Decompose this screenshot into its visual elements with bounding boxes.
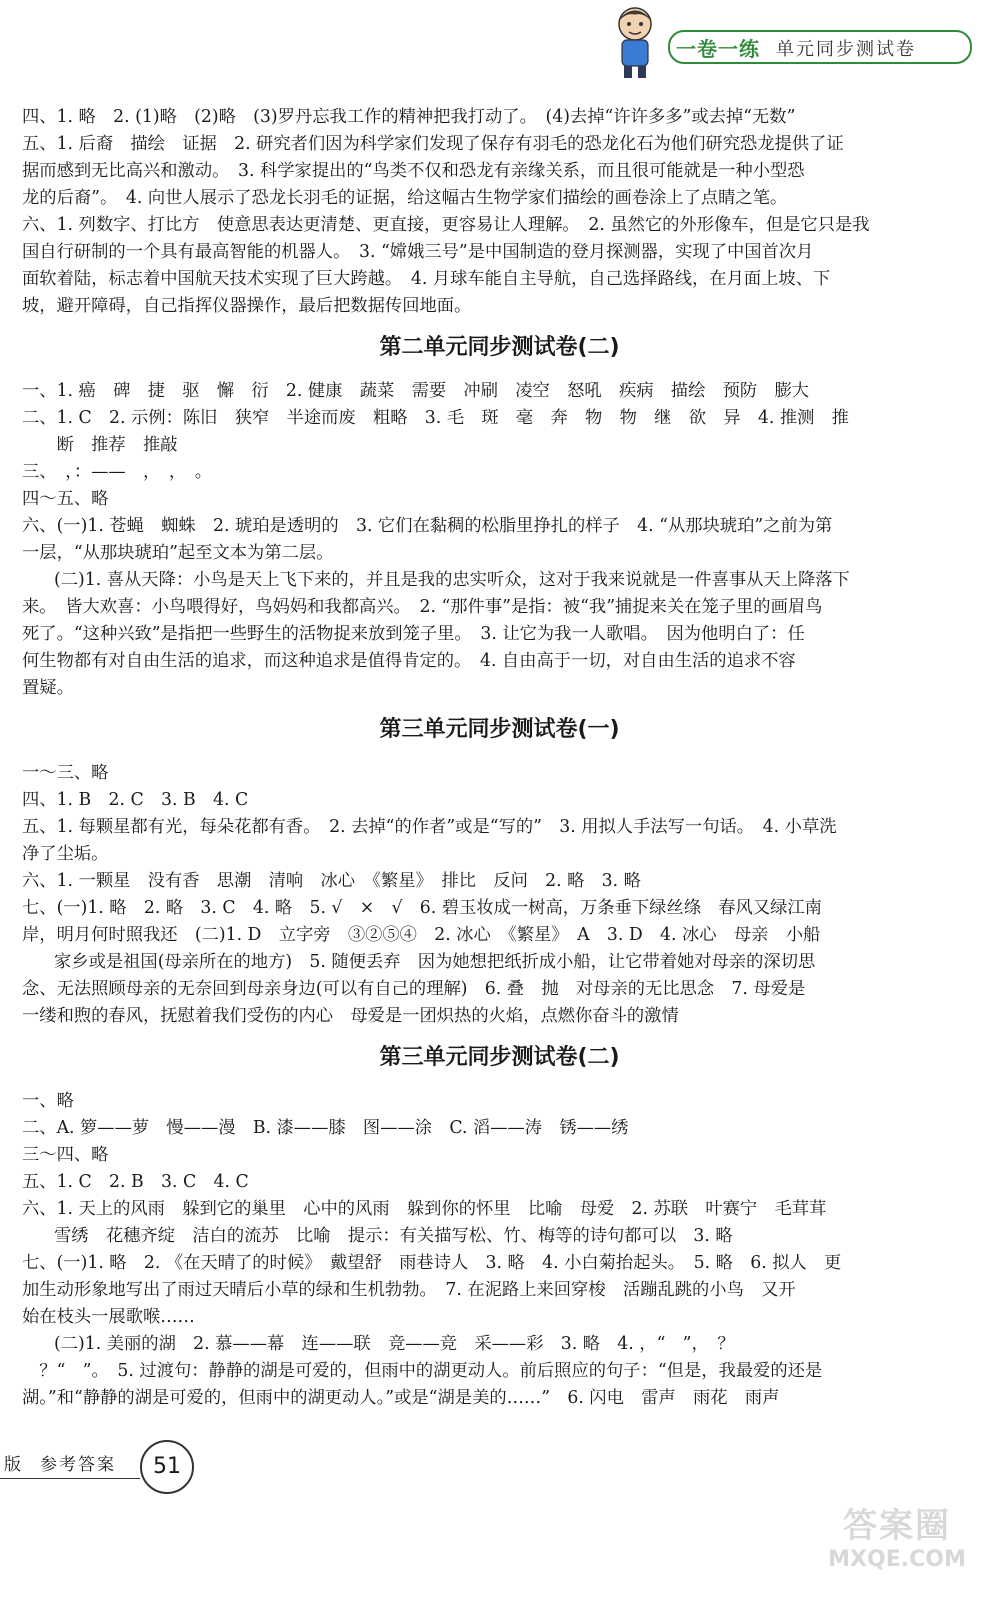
- answer-line: ？“ ”。 5. 过渡句：静静的湖是可爱的，但雨中的湖更动人。前后照应的句子：“但是，我最爱的还是: [22, 1361, 823, 1381]
- answer-line: 六、1. 天上的风雨 躲到它的巢里 心中的风雨 躲到你的怀里 比喻 母爱 2. 苏联 叶赛宁 毛茸茸: [22, 1199, 827, 1219]
- answer-line: 净了尘垢。: [22, 844, 109, 864]
- answer-line: 四、1. 略 2. (1)略 (2)略 (3)罗丹忘我工作的精神把我打动了。 (4)去掉“许许多多”或去掉“无数”: [22, 107, 796, 127]
- answer-line: 国自行研制的一个具有最高智能的机器人。 3. “嫦娥三号”是中国制造的登月探测器，实现了中国首次月: [22, 242, 814, 262]
- answer-line: 雪绣 花穗齐绽 洁白的流苏 比喻 提示：有关描写松、竹、梅等的诗句都可以 3. 略: [54, 1226, 733, 1246]
- series-title: 一卷一练: [676, 37, 760, 61]
- answer-line: 七、(一)1. 略 2. 略 3. C 4. 略 5. √ × √ 6. 碧玉妆成一树高，万条垂下绿丝绦 春风又绿江南: [22, 898, 822, 918]
- answer-line: 断 推荐 推敲: [22, 435, 178, 455]
- answer-line: 一缕和煦的春风，抚慰着我们受伤的内心 母爱是一团炽热的火焰，点燃你奋斗的激情: [22, 1006, 679, 1026]
- watermark-logo: [822, 1506, 972, 1586]
- answer-line: (二)1. 美丽的湖 2. 慕——幕 连——联 竞——竞 采——彩 3. 略 4. ，“ ”， ？: [54, 1334, 735, 1354]
- answer-line: 岸，明月何时照我还 (二)1. D 立字旁 ③②⑤④ 2. 冰心 《繁星》 A 3. D 4. 冰心 母亲 小船: [22, 925, 821, 945]
- answer-line: 一～三、略: [22, 763, 109, 783]
- answer-line: 二、A. 箩——萝 慢——漫 B. 漆——膝 图——涂 C. 滔——涛 锈——绣: [22, 1118, 629, 1138]
- answer-line: 二、1. C 2. 示例：陈旧 狭窄 半途而废 粗略 3. 毛 斑 毫 奔 物 物 继 欲 异 4. 推测 推: [22, 408, 849, 428]
- answer-line: 湖。”和“静静的湖是可爱的，但雨中的湖更动人。”或是“湖是美的……” 6. 闪电 雷声 雨花 雨声: [22, 1388, 780, 1408]
- footer-rule: [0, 1478, 140, 1479]
- answer-line: 死了。“这种兴致”是指把一些野生的活物捉来放到笼子里。 3. 让它为我一人歌唱。 因为他明白了：任: [22, 624, 805, 644]
- answer-line: 三～四、略: [22, 1145, 109, 1165]
- answer-line: (二)1. 喜从天降：小鸟是天上飞下来的，并且是我的忠实听众，这对于我来说就是一件喜事从天上降落下: [54, 570, 850, 590]
- answer-line: 四～五、略: [22, 489, 109, 509]
- answer-line: 念、无法照顾母亲的无奈回到母亲身边(可以有自己的理解) 6. 叠 抛 对母亲的无比思念 7. 母爱是: [22, 979, 806, 999]
- answer-line: 加生动形象地写出了雨过天晴后小草的绿和生机勃勃。 7. 在泥路上来回穿梭 活蹦乱跳的小鸟 又开: [22, 1280, 796, 1300]
- watermark-url: MXQE.COM: [828, 1547, 966, 1572]
- answer-line: 据而感到无比高兴和激动。 3. 科学家提出的“鸟类不仅和恐龙有亲缘关系，而且很可能就是一种小型恐: [22, 161, 805, 181]
- answer-line: 三、 ，：—— ， ， 。: [22, 462, 213, 482]
- answer-line: 五、1. C 2. B 3. C 4. C: [22, 1172, 249, 1192]
- header-subtitle: 单元同步测试卷: [776, 39, 916, 60]
- answer-line: 四、1. B 2. C 3. B 4. C: [22, 790, 249, 810]
- answer-line: 一层，“从那块琥珀”起至文本为第二层。: [22, 543, 334, 563]
- page-footer: [0, 1430, 260, 1510]
- cartoon-boy-icon: [600, 2, 670, 82]
- answer-line: 何生物都有对自由生活的追求，而这种追求是值得肯定的。 4. 自由高于一切，对自由生活的追求不容: [22, 651, 796, 671]
- answer-line: 家乡或是祖国(母亲所在的地方) 5. 随便丢弃 因为她想把纸折成小船，让它带着她对母亲的深切思: [54, 952, 816, 972]
- page-number: 51: [140, 1440, 194, 1494]
- answer-line: 置疑。: [22, 678, 74, 698]
- answer-key-label: 参考答案: [40, 1455, 116, 1475]
- answer-line: 一、略: [22, 1091, 74, 1111]
- answer-line: 来。 皆大欢喜：小鸟喂得好，鸟妈妈和我都高兴。 2. “那件事”是指：被“我”捕捉来关在笼子里的画眉鸟: [22, 597, 823, 617]
- answer-line: 七、(一)1. 略 2. 《在天晴了的时候》 戴望舒 雨巷诗人 3. 略 4. 小白菊抬起头。 5. 略 6. 拟人 更: [22, 1253, 842, 1273]
- answer-line: 六、1. 列数字、打比方 使意思表达更清楚、更直接，更容易让人理解。 2. 虽然它的外形像车，但是它只是我: [22, 215, 870, 235]
- watermark-text: 答案圈: [843, 1506, 951, 1546]
- unit-title: 第二单元同步测试卷(二): [379, 335, 620, 360]
- unit-title: 第三单元同步测试卷(一): [379, 717, 620, 742]
- answer-line: 坡，避开障碍，自己指挥仪器操作，最后把数据传回地面。: [22, 296, 472, 316]
- answer-line: 面软着陆，标志着中国航天技术实现了巨大跨越。 4. 月球车能自主导航，自己选择路线，在月面上坡、下: [22, 269, 831, 289]
- answer-line: 一、1. 癌 碑 捷 驱 懈 衍 2. 健康 蔬菜 需要 冲刷 凌空 怒吼 疾病 描绘 预防 膨大: [22, 381, 810, 401]
- answer-line: 龙的后裔”。 4. 向世人展示了恐龙长羽毛的证据，给这幅古生物学家们描绘的画卷涂上了点睛之笔。: [22, 188, 788, 208]
- answer-line: 六、1. 一颗星 没有香 思潮 清响 冰心 《繁星》 排比 反问 2. 略 3. 略: [22, 871, 641, 891]
- answer-line: 五、1. 后裔 描绘 证据 2. 研究者们因为科学家们发现了保存有羽毛的恐龙化石为他们研究恐龙提供了证: [22, 134, 844, 154]
- unit-title: 第三单元同步测试卷(二): [379, 1045, 620, 1070]
- page-header: [560, 0, 996, 90]
- answer-line: 六、(一)1. 苍蝇 蜘蛛 2. 琥珀是透明的 3. 它们在黏稠的松脂里挣扎的样子 4. “从那块琥珀”之前为第: [22, 516, 833, 536]
- answer-line: 始在枝头一展歌喉……: [22, 1307, 195, 1327]
- answer-line: 五、1. 每颗星都有光，每朵花都有香。 2. 去掉“的作者”或是“写的” 3. 用拟人手法写一句话。 4. 小草洗: [22, 817, 837, 837]
- edition-label: 版: [4, 1455, 21, 1475]
- answer-content: [22, 104, 977, 1412]
